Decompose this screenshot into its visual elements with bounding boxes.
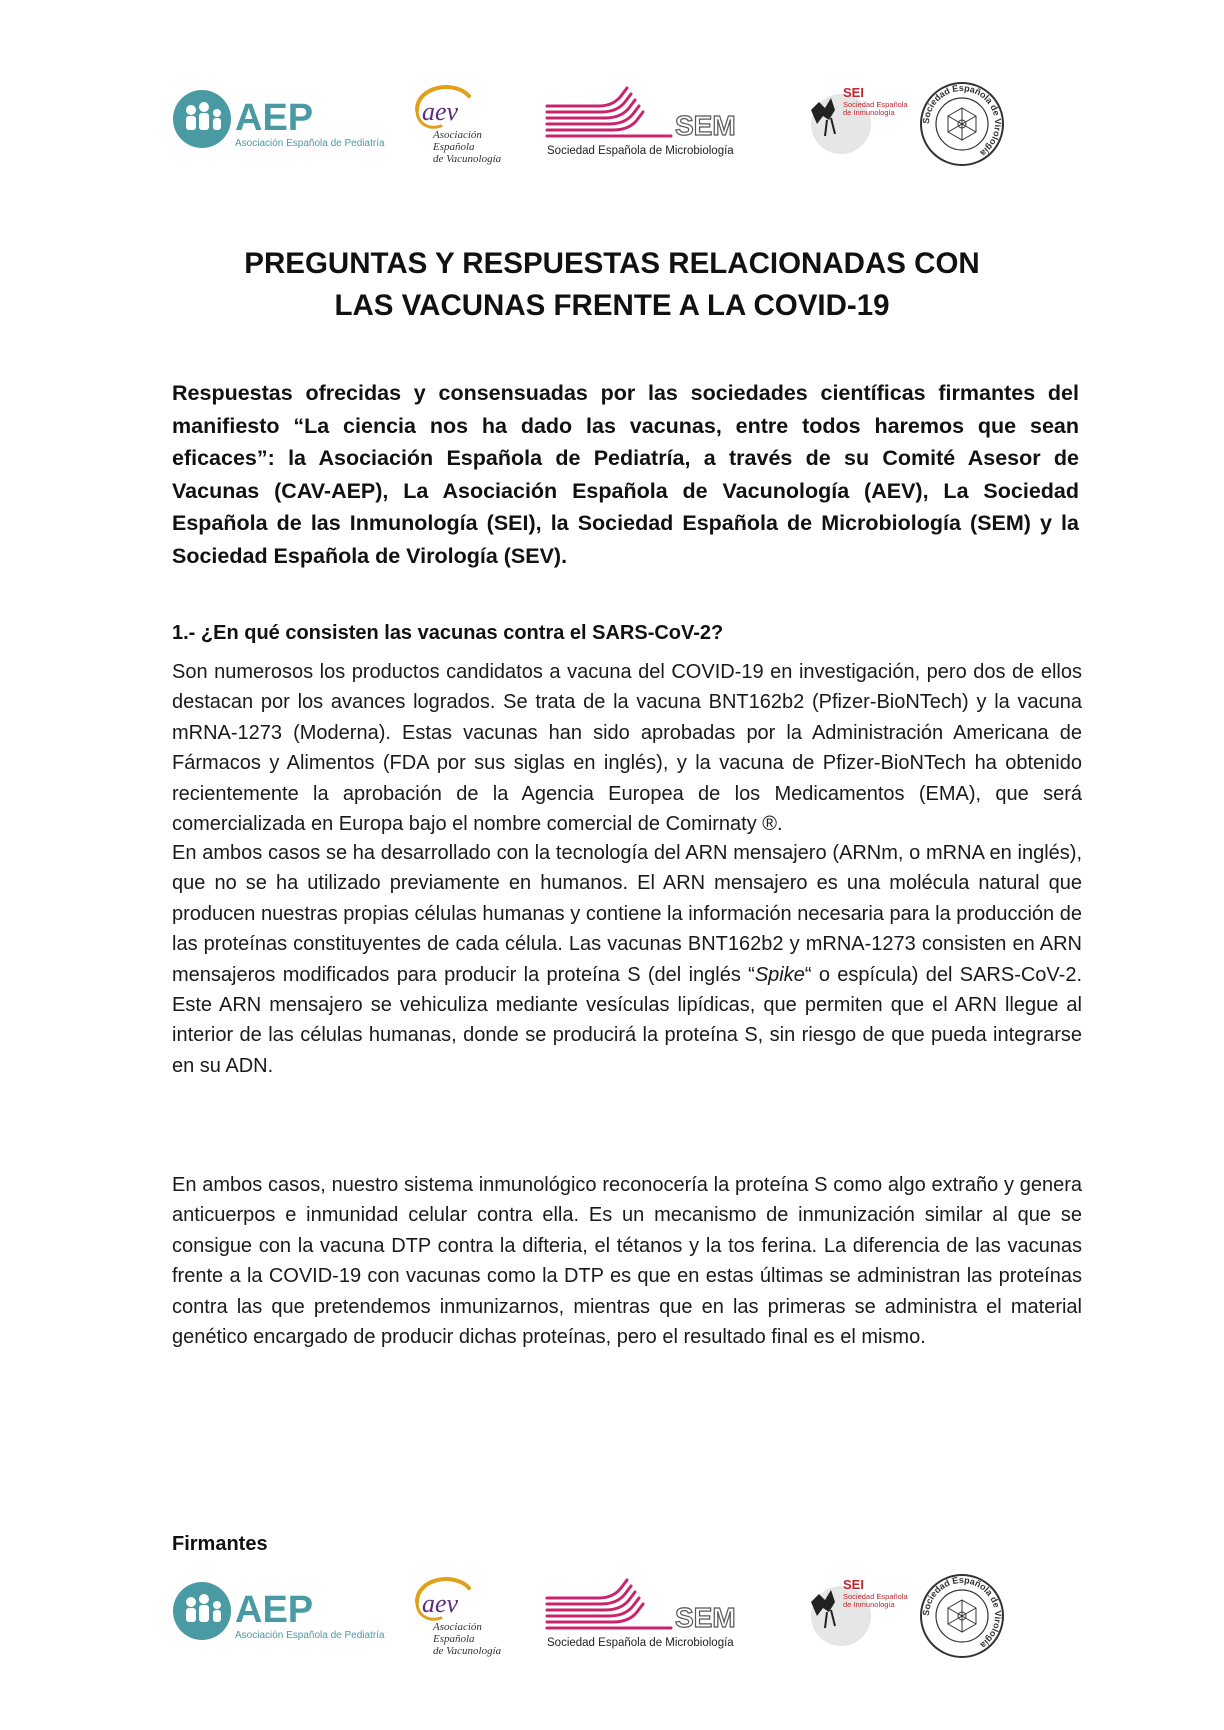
intro-paragraph: Respuestas ofrecidas y consensuadas por las sociedades científicas firmantes del manifiesto “La ciencia nos ha dado las vacunas, entre todos haremos que sean eficaces”: la Asociación Española de Pediatría, a través de su Comité Asesor de Vacunas (CAV-AEP), La Asociación Española de Vacunología (AEV), La Sociedad Española de las Inmunología (SEI), la Sociedad Española de Microbiología (SEM) y la Sociedad Española de Virología (SEV). [172,381,1079,568]
aev-line3: de Vacunología [433,153,502,165]
logos-svg [172,80,1052,180]
aev-line1-footer: Asociación [433,1621,482,1633]
sem-logo [547,88,736,157]
aev-logo-footer [417,1579,502,1657]
header-logos [172,80,1052,180]
signatories-label: Firmantes [172,1533,268,1555]
sev-ring-text-footer: Sociedad Española de Virología [920,1574,1004,1651]
question-heading: 1.- ¿En qué consisten las vacunas contra el SARS-CoV-2? [172,622,724,644]
answer-paragraph-2 [172,838,1082,1081]
aev-mark-footer: aev [422,1589,459,1618]
sei-name: SEI [843,85,864,100]
sei-line1-footer: Sociedad Española [843,1592,908,1601]
sei-name-footer: SEI [843,1577,864,1592]
sem-subtitle-footer: Sociedad Española de Microbiología [547,1637,734,1649]
sem-name: SEM [675,110,736,141]
sev-ring-text: Sociedad Española de Virología [920,82,1004,159]
sei-logo [811,85,908,154]
aev-logo [417,87,502,165]
sev-logo-footer [921,1575,1003,1657]
footer-logos [172,1572,1052,1672]
answer-paragraph-2-end: “ o espícula) del SARS-CoV-2. Este ARN mensajero se vehiculiza mediante vesículas lipídicas, que permiten que el ARN llegue al interior de las células humanas, donde se producirá la proteína S, sin riesgo de que pueda integrarse en su ADN. [172,963,1083,1077]
sei-line2: de Inmunología [843,108,895,117]
aev-line3-footer: de Vacunología [433,1645,502,1657]
sem-name-footer: SEM [675,1602,736,1633]
sei-logo-footer [811,1577,908,1646]
answer-paragraph-3: En ambos casos, nuestro sistema inmunológico reconocería la proteína S como algo extraño y genera anticuerpos e inmunidad celular contra ella. Es un mecanismo de inmunización similar al que se consigue con la vacuna DTP contra la difteria, el tétanos y la tos ferina. La diferencia de las vacunas frente a la COVID-19 con vacunas como la DTP es que en estas últimas se administran las proteínas contra las que pretendemos inmunizarnos, mientras que en las primeras se administra el material genético encargado de producir dichas proteínas, pero el resultado final es el mismo. [172,1174,1082,1349]
sem-subtitle: Sociedad Española de Microbiología [547,145,734,157]
spike-term: Spike [754,963,805,986]
answer-paragraph-1: Son numerosos los productos candidatos a vacuna del COVID-19 en investigación, pero dos de ellos destacan por los avances logrados. Se trata de la vacuna BNT162b2 (Pfizer-BioNTech) y la vacuna mRNA-1273 (Moderna). Estas vacunas han sido aprobadas por la Administración Americana de Fármacos y Alimentos (FDA por sus siglas en inglés), y la vacuna de Pfizer-BioNTech ha obtenido recientemente la aprobación de la Agencia Europea de los Medicamentos (EMA), que será comercializada en Europa bajo el nombre comercial de Comirnaty ®. [172,661,1082,836]
aep-name-footer: AEP [235,1589,314,1631]
page-title [172,243,1052,327]
answer-paragraph-2-start: En ambos casos se ha desarrollado con la tecnología del ARN mensajero (ARNm, o mRNA en inglés), que no se ha utilizado previamente en humanos. El ARN mensajero es una molécula natural que producen nuestras propias células humanas y contiene la información necesaria para la producción de las proteínas constituyentes de cada célula. Las vacunas BNT162b2 y mRNA-1273 consisten en ARN mensajeros modificados para producir la proteína S (del inglés “ [172,842,1082,986]
aep-logo-footer [173,1582,385,1641]
aep-subtitle: Asociación Española de Pediatría [235,138,385,149]
sei-line1: Sociedad Española [843,100,908,109]
title-line-2: LAS VACUNAS FRENTE A LA COVID-19 [334,289,890,322]
aep-name: AEP [235,97,314,139]
aev-line2-footer: Española [433,1633,475,1645]
title-line-1: PREGUNTAS Y RESPUESTAS RELACIONADAS CON [244,247,980,280]
footer-logos-svg [172,1572,1052,1672]
sev-logo [921,83,1003,165]
aev-line1: Asociación [433,129,482,141]
aev-line2: Española [433,141,475,153]
sem-logo-footer [547,1580,736,1649]
aev-mark: aev [422,97,459,126]
sei-line2-footer: de Inmunología [843,1600,895,1609]
aep-subtitle-footer: Asociación Española de Pediatría [235,1630,385,1641]
aep-logo [173,90,385,149]
